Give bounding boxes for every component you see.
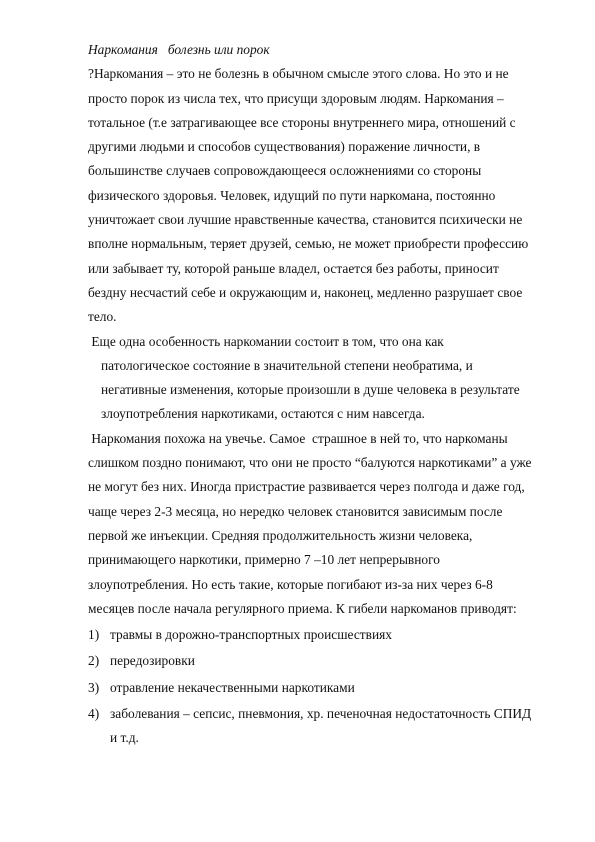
text-line: тотальное (т.е затрагивающее все стороны внутреннего мира, отношений с bbox=[88, 114, 516, 130]
text-line: тело. bbox=[88, 309, 117, 325]
text-line: просто порок из числа тех, что присущи здоровым людям. Наркомания – bbox=[88, 90, 504, 106]
list-number: 2) bbox=[88, 653, 100, 669]
text-line: принимающего наркотики, примерно 7 –10 лет непрерывного bbox=[88, 552, 440, 568]
list-item-text: травмы в дорожно-транспортных происшествиях bbox=[110, 627, 392, 643]
text-line: другими людьми и способов существования) поражение личности, в bbox=[88, 139, 481, 155]
list-item bbox=[88, 676, 545, 700]
text-line: или забывает ту, которой раньше владел, остается без работы, приносит bbox=[88, 260, 499, 276]
text-line: физического здоровья. Человек, идущий по пути наркомана, постоянно bbox=[88, 187, 496, 203]
text-line: негативные изменения, которые произошли в душе человека в результате bbox=[101, 382, 520, 398]
list-item-text: передозировки bbox=[110, 653, 195, 669]
text-line: ?Наркомания – это не болезнь в обычном смысле этого слова. Но это и не bbox=[88, 66, 509, 82]
paragraph-definition bbox=[88, 62, 545, 329]
paragraph-consequences bbox=[88, 427, 545, 621]
text-line: бездну несчастий себе и окружающим и, наконец, медленно разрушает свое bbox=[88, 284, 523, 300]
list-item bbox=[88, 702, 545, 751]
text-line: злоупотребления. Но есть такие, которые погибают из-за них через 6-8 bbox=[88, 576, 493, 592]
text-line: чаще через 2-3 месяца, но нередко человек становится зависимым после bbox=[88, 503, 503, 519]
text-line: патологическое состояние в значительной степени необратима, и bbox=[101, 357, 473, 373]
list-item bbox=[88, 649, 545, 673]
text-line: вполне нормальным, теряет друзей, семью, не может приобрести профессию bbox=[88, 236, 529, 252]
text-line: слишком поздно понимают, что они не просто “балуются наркотиками” а уже bbox=[88, 455, 532, 471]
list-number: 1) bbox=[88, 627, 100, 643]
text-line: злоупотребления наркотиками, остаются с ним навсегда. bbox=[101, 406, 425, 422]
text-line: уничтожает свои лучшие нравственные качества, становится психически не bbox=[88, 212, 523, 228]
list-item-text: отравление некачественными наркотиками bbox=[110, 679, 355, 695]
list-number: 3) bbox=[88, 679, 100, 695]
document-title: Наркомания болезнь или порок bbox=[88, 42, 270, 57]
text-line: месяцев после начала регулярного приема. К гибели наркоманов приводят: bbox=[88, 600, 517, 616]
list-item-text: и т.д. bbox=[110, 730, 139, 746]
causes-list bbox=[88, 623, 545, 750]
text-line: Еще одна особенность наркомании состоит в том, что она как bbox=[88, 333, 444, 349]
text-line: не могут без них. Иногда пристрастие развивается через полгода и даже год, bbox=[88, 479, 525, 495]
list-number: 4) bbox=[88, 706, 100, 722]
text-line: Наркомания похожа на увечье. Самое страшное в ней то, что наркоманы bbox=[88, 430, 508, 446]
list-item bbox=[88, 623, 545, 647]
text-line: первой же инъекции. Средняя продолжительность жизни человека, bbox=[88, 527, 473, 543]
list-item-text: заболевания – сепсис, пневмония, хр. печеночная недостаточность СПИД bbox=[110, 706, 532, 722]
paragraph-irreversibility bbox=[88, 330, 545, 427]
text-line: большинстве случаев сопровождающееся осложнениями со стороны bbox=[88, 163, 482, 179]
